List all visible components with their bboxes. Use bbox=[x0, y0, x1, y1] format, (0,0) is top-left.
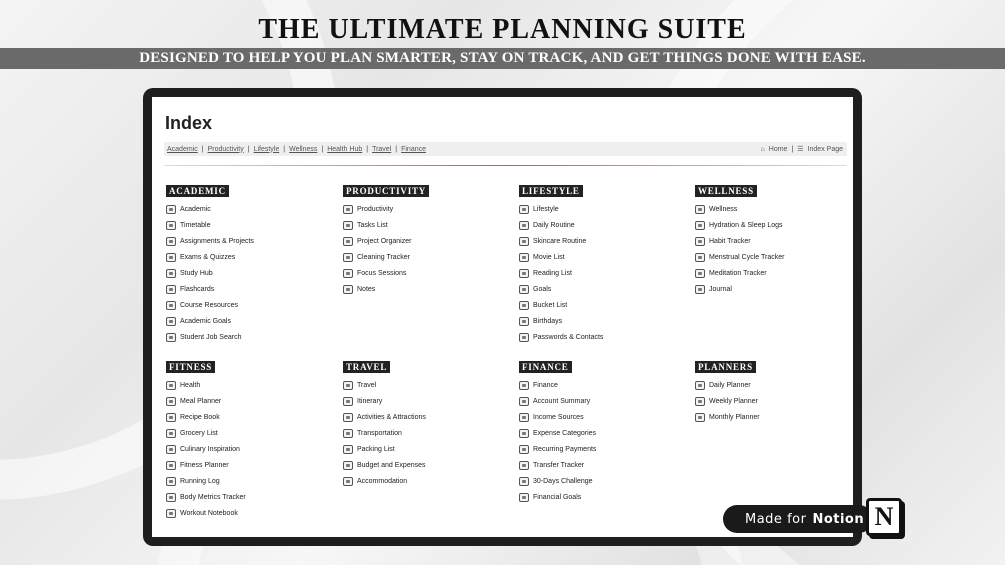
link-label: Project Organizer bbox=[357, 237, 412, 245]
page-icon bbox=[519, 413, 529, 422]
link-timetable[interactable] bbox=[166, 217, 254, 233]
link-weekly-planner[interactable] bbox=[695, 393, 760, 409]
section-planners bbox=[695, 357, 760, 425]
page-icon bbox=[343, 285, 353, 294]
link-label: Culinary Inspiration bbox=[180, 445, 240, 453]
page-icon bbox=[519, 397, 529, 406]
page-icon bbox=[519, 477, 529, 486]
link-journal[interactable] bbox=[695, 281, 784, 297]
page-icon bbox=[519, 253, 529, 262]
page-icon bbox=[343, 477, 353, 486]
link-reading-list[interactable] bbox=[519, 265, 603, 281]
link-label: Assignments & Projects bbox=[180, 237, 254, 245]
page-icon bbox=[519, 381, 529, 390]
section-title: ACADEMIC bbox=[166, 185, 229, 197]
link-birthdays[interactable] bbox=[519, 313, 603, 329]
link-label: Lifestyle bbox=[533, 205, 559, 213]
page-icon bbox=[519, 237, 529, 246]
page-icon bbox=[519, 301, 529, 310]
link-travel[interactable] bbox=[343, 377, 426, 393]
link-label: Productivity bbox=[357, 205, 394, 213]
divider bbox=[164, 165, 847, 166]
link-label: Workout Notebook bbox=[180, 509, 238, 517]
badge-prefix: Made for bbox=[745, 511, 807, 527]
link-label: Monthly Planner bbox=[709, 413, 760, 421]
page-icon bbox=[166, 269, 176, 278]
page-icon bbox=[519, 333, 529, 342]
nav-separator: | bbox=[321, 145, 324, 153]
hero-subtitle: DESIGNED TO HELP YOU PLAN SMARTER, STAY ON TRACK, AND GET THINGS DONE WITH EASE. bbox=[0, 48, 1005, 69]
nav-separator: | bbox=[201, 145, 204, 153]
link-label: Recipe Book bbox=[180, 413, 220, 421]
link-productivity[interactable] bbox=[343, 201, 429, 217]
link-flashcards[interactable] bbox=[166, 281, 254, 297]
link-culinary-inspiration[interactable] bbox=[166, 441, 246, 457]
link-study-hub[interactable] bbox=[166, 265, 254, 281]
section-wellness bbox=[695, 181, 784, 297]
device-frame bbox=[143, 88, 865, 546]
nav-link-lifestyle[interactable]: Lifestyle bbox=[253, 145, 280, 153]
page-icon bbox=[343, 429, 353, 438]
menu-icon[interactable]: ☰ bbox=[797, 146, 804, 153]
page-icon bbox=[166, 381, 176, 390]
home-icon[interactable]: ⌂ bbox=[760, 145, 765, 153]
link-cleaning-tracker[interactable] bbox=[343, 249, 429, 265]
link-activities-attractions[interactable] bbox=[343, 409, 426, 425]
link-tasks-list[interactable] bbox=[343, 217, 429, 233]
link-packing-list[interactable] bbox=[343, 441, 426, 457]
page-icon bbox=[166, 413, 176, 422]
link-expense-categories[interactable] bbox=[519, 425, 596, 441]
link-meal-planner[interactable] bbox=[166, 393, 246, 409]
link-meditation-tracker[interactable] bbox=[695, 265, 784, 281]
link-label: Meditation Tracker bbox=[709, 269, 767, 277]
page-icon bbox=[519, 461, 529, 470]
nav-bar bbox=[164, 142, 847, 156]
link-label: Meal Planner bbox=[180, 397, 222, 405]
link-grocery-list[interactable] bbox=[166, 425, 246, 441]
page-icon bbox=[343, 445, 353, 454]
link-goals[interactable] bbox=[519, 281, 603, 297]
link-label: Hydration & Sleep Logs bbox=[709, 221, 783, 229]
section-title: FITNESS bbox=[166, 361, 215, 373]
link-label: Travel bbox=[357, 381, 377, 389]
page-icon bbox=[695, 381, 705, 390]
page-icon bbox=[166, 445, 176, 454]
link-label: Skincare Routine bbox=[533, 237, 587, 245]
section-travel bbox=[343, 357, 426, 489]
link-exams-quizzes[interactable] bbox=[166, 249, 254, 265]
link-label: Timetable bbox=[180, 221, 211, 229]
page-icon bbox=[166, 461, 176, 470]
page-icon bbox=[166, 333, 176, 342]
link-monthly-planner[interactable] bbox=[695, 409, 760, 425]
link-label: Student Job Search bbox=[180, 333, 242, 341]
link-label: Daily Planner bbox=[709, 381, 751, 389]
link-project-organizer[interactable] bbox=[343, 233, 429, 249]
link-workout-notebook[interactable] bbox=[166, 505, 246, 521]
section-title: FINANCE bbox=[519, 361, 572, 373]
nav-separator: | bbox=[395, 145, 398, 153]
link-label: Account Summary bbox=[533, 397, 591, 405]
page-icon bbox=[343, 461, 353, 470]
nav-separator: | bbox=[247, 145, 250, 153]
notion-logo-icon bbox=[866, 498, 902, 536]
link-accommodation[interactable] bbox=[343, 473, 426, 489]
link-label: Exams & Quizzes bbox=[180, 253, 236, 261]
page-icon bbox=[519, 269, 529, 278]
link-label: Activities & Attractions bbox=[357, 413, 426, 421]
link-label: Study Hub bbox=[180, 269, 213, 277]
page-icon bbox=[695, 221, 705, 230]
link-daily-routine[interactable] bbox=[519, 217, 603, 233]
link-skincare-routine[interactable] bbox=[519, 233, 603, 249]
link-label: Academic Goals bbox=[180, 317, 231, 325]
link-label: Health bbox=[180, 381, 201, 389]
link-label: Accommodation bbox=[357, 477, 408, 485]
link-budget-expenses[interactable] bbox=[343, 457, 426, 473]
section-lifestyle bbox=[519, 181, 603, 345]
page-icon bbox=[343, 413, 353, 422]
page-icon bbox=[166, 317, 176, 326]
page-icon bbox=[166, 509, 176, 518]
link-label: Recurring Payments bbox=[533, 445, 597, 453]
nav-separator: | bbox=[366, 145, 369, 153]
nav-link-travel[interactable]: Travel bbox=[372, 145, 392, 153]
page-icon bbox=[166, 285, 176, 294]
link-movie-list[interactable] bbox=[519, 249, 603, 265]
page-icon bbox=[695, 205, 705, 214]
link-label: Tasks List bbox=[357, 221, 388, 229]
link-fitness-planner[interactable] bbox=[166, 457, 246, 473]
link-label: Habit Tracker bbox=[709, 237, 751, 245]
link-recipe-book[interactable] bbox=[166, 409, 246, 425]
page-icon bbox=[695, 397, 705, 406]
link-label: Wellness bbox=[709, 205, 738, 213]
notion-page bbox=[152, 97, 853, 537]
link-menstrual-cycle-tracker[interactable] bbox=[695, 249, 784, 265]
section-academic bbox=[166, 181, 254, 345]
nav-link-academic[interactable]: Academic bbox=[167, 145, 198, 153]
page-icon bbox=[519, 493, 529, 502]
link-label: Goals bbox=[533, 285, 552, 293]
page-icon bbox=[343, 397, 353, 406]
link-label: Fitness Planner bbox=[180, 461, 229, 469]
page-icon bbox=[695, 237, 705, 246]
section-fitness bbox=[166, 357, 246, 521]
link-label: Reading List bbox=[533, 269, 572, 277]
link-label: Body Metrics Tracker bbox=[180, 493, 246, 501]
page-icon bbox=[166, 253, 176, 262]
page-icon bbox=[343, 269, 353, 278]
nav-right bbox=[761, 145, 843, 153]
link-label: Packing List bbox=[357, 445, 395, 453]
page-icon bbox=[343, 205, 353, 214]
page-icon bbox=[519, 285, 529, 294]
link-income-sources[interactable] bbox=[519, 409, 596, 425]
section-finance bbox=[519, 357, 596, 505]
page-icon bbox=[695, 269, 705, 278]
section-productivity bbox=[343, 181, 429, 297]
link-academic[interactable] bbox=[166, 201, 254, 217]
page-icon bbox=[166, 493, 176, 502]
link-running-log[interactable] bbox=[166, 473, 246, 489]
page-icon bbox=[166, 205, 176, 214]
link-transfer-tracker[interactable] bbox=[519, 457, 596, 473]
link-health[interactable] bbox=[166, 377, 246, 393]
link-label: Transfer Tracker bbox=[533, 461, 585, 469]
link-wellness[interactable] bbox=[695, 201, 784, 217]
link-body-metrics-tracker[interactable] bbox=[166, 489, 246, 505]
link-label: Income Sources bbox=[533, 413, 584, 421]
page-icon bbox=[519, 445, 529, 454]
link-course-resources[interactable] bbox=[166, 297, 254, 313]
link-label: Flashcards bbox=[180, 285, 215, 293]
page-icon bbox=[166, 429, 176, 438]
link-transportation[interactable] bbox=[343, 425, 426, 441]
link-label: Running Log bbox=[180, 477, 220, 485]
link-label: Notes bbox=[357, 285, 376, 293]
link-label: Focus Sessions bbox=[357, 269, 407, 277]
page-icon bbox=[519, 317, 529, 326]
page-icon bbox=[695, 253, 705, 262]
page-icon bbox=[343, 381, 353, 390]
link-hydration-sleep-logs[interactable] bbox=[695, 217, 784, 233]
link-finance[interactable] bbox=[519, 377, 596, 393]
section-title: WELLNESS bbox=[695, 185, 757, 197]
link-label: Course Resources bbox=[180, 301, 238, 309]
nav-separator: | bbox=[283, 145, 286, 153]
logo-letter: N bbox=[874, 502, 894, 531]
page-icon bbox=[343, 253, 353, 262]
link-label: Journal bbox=[709, 285, 732, 293]
nav-separator: | bbox=[791, 145, 794, 153]
nav-links bbox=[167, 146, 426, 153]
link-label: Menstrual Cycle Tracker bbox=[709, 253, 785, 261]
page-icon bbox=[343, 221, 353, 230]
page-icon bbox=[166, 397, 176, 406]
link-label: Daily Routine bbox=[533, 221, 575, 229]
page-icon bbox=[519, 205, 529, 214]
page-icon bbox=[519, 221, 529, 230]
nav-link-finance[interactable]: Finance bbox=[401, 145, 426, 153]
link-label: Movie List bbox=[533, 253, 565, 261]
page-icon bbox=[166, 221, 176, 230]
link-label: Birthdays bbox=[533, 317, 563, 325]
link-label: Weekly Planner bbox=[709, 397, 758, 405]
link-label: Expense Categories bbox=[533, 429, 597, 437]
link-label: Finance bbox=[533, 381, 558, 389]
link-notes[interactable] bbox=[343, 281, 429, 297]
section-title: PRODUCTIVITY bbox=[343, 185, 429, 197]
link-academic-goals[interactable] bbox=[166, 313, 254, 329]
section-title: PLANNERS bbox=[695, 361, 756, 373]
index-page-link[interactable]: Index Page bbox=[807, 145, 843, 153]
link-habit-tracker[interactable] bbox=[695, 233, 784, 249]
page-icon bbox=[343, 237, 353, 246]
link-recurring-payments[interactable] bbox=[519, 441, 596, 457]
link-bucket-list[interactable] bbox=[519, 297, 603, 313]
link-focus-sessions[interactable] bbox=[343, 265, 429, 281]
page-icon bbox=[166, 301, 176, 310]
link-assignments-projects[interactable] bbox=[166, 233, 254, 249]
link-itinerary[interactable] bbox=[343, 393, 426, 409]
nav-link-wellness[interactable]: Wellness bbox=[289, 145, 318, 153]
link-lifestyle[interactable] bbox=[519, 201, 603, 217]
link-label: Transportation bbox=[357, 429, 402, 437]
nav-link-health-hub[interactable]: Health Hub bbox=[327, 145, 363, 153]
link-label: Financial Goals bbox=[533, 493, 582, 501]
link-label: Cleaning Tracker bbox=[357, 253, 410, 261]
home-link[interactable]: Home bbox=[768, 145, 788, 153]
page-icon bbox=[166, 237, 176, 246]
link-account-summary[interactable] bbox=[519, 393, 596, 409]
link-label: Grocery List bbox=[180, 429, 218, 437]
link-student-job-search[interactable] bbox=[166, 329, 254, 345]
link-label: Passwords & Contacts bbox=[533, 333, 604, 341]
link-label: 30-Days Challenge bbox=[533, 477, 593, 485]
link-daily-planner[interactable] bbox=[695, 377, 760, 393]
section-title: TRAVEL bbox=[343, 361, 390, 373]
nav-link-productivity[interactable]: Productivity bbox=[207, 145, 244, 153]
link-label: Itinerary bbox=[357, 397, 383, 405]
page-icon bbox=[519, 429, 529, 438]
made-for-notion-badge bbox=[723, 505, 873, 533]
page-icon bbox=[695, 285, 705, 294]
page-icon bbox=[166, 477, 176, 486]
page-title: Index bbox=[165, 113, 213, 133]
link-financial-goals[interactable] bbox=[519, 489, 596, 505]
page-icon bbox=[695, 413, 705, 422]
section-title: LIFESTYLE bbox=[519, 185, 583, 197]
link-passwords-contacts[interactable] bbox=[519, 329, 603, 345]
hero-title: THE ULTIMATE PLANNING SUITE bbox=[258, 14, 747, 45]
link-label: Bucket List bbox=[533, 301, 568, 309]
link-label: Academic bbox=[180, 205, 211, 213]
link-30-days-challenge[interactable] bbox=[519, 473, 596, 489]
link-label: Budget and Expenses bbox=[357, 461, 426, 469]
badge-brand: Notion bbox=[812, 511, 865, 527]
